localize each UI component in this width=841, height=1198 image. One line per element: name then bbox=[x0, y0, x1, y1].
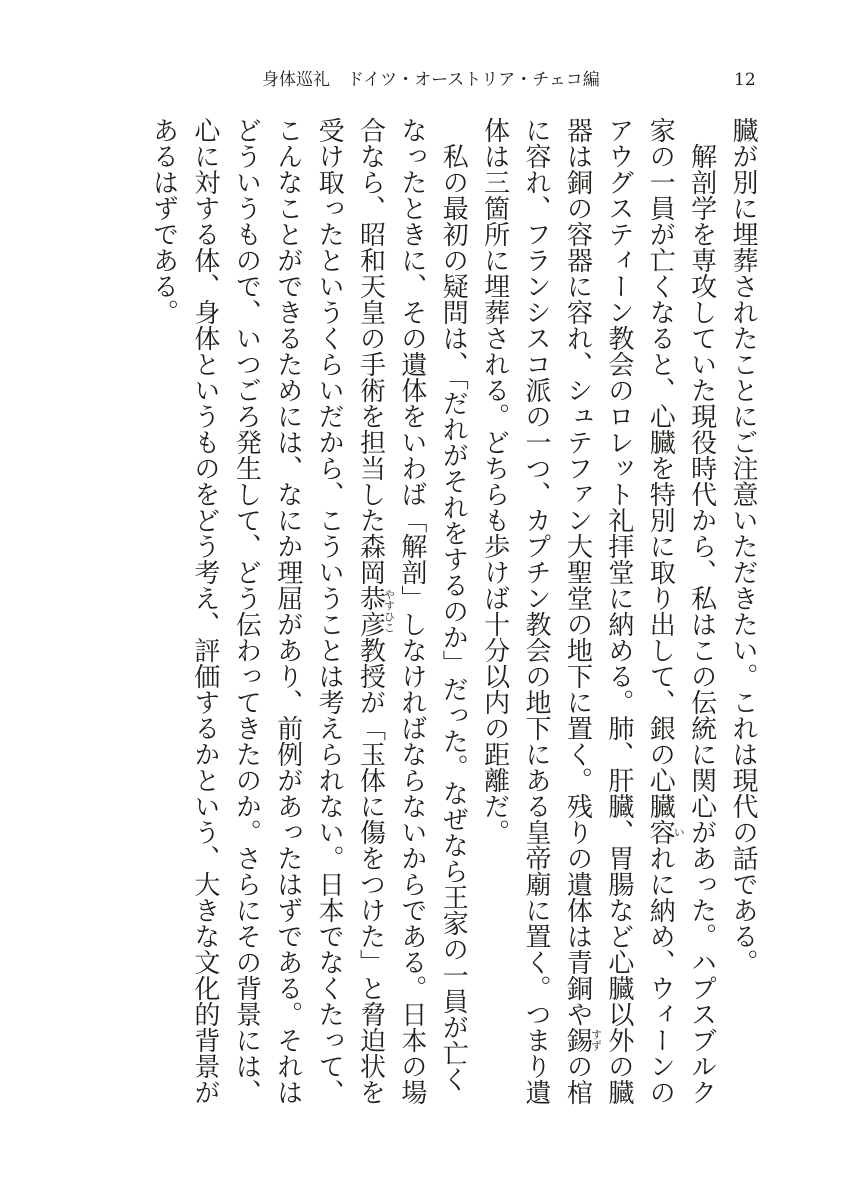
ruby-base: 容 bbox=[645, 819, 676, 845]
text-column: アウグスティーン教会のロレット礼拝堂に納める。肺、肝臓、胃腸など心臓以外の臓 bbox=[603, 117, 634, 1105]
ruby-annotation: すず bbox=[589, 1029, 603, 1051]
page-number: 12 bbox=[734, 70, 756, 90]
text-column: 解剖学を専攻していた現役時代から、私はこの伝統に関心があった。ハプスブルク bbox=[686, 143, 717, 1105]
ruby-group bbox=[645, 819, 686, 845]
text-column: こんなことができるためには、なにか理屈があり、前例があったはずである。それは bbox=[272, 117, 303, 1105]
text-column: 心に対する体、身体というものをどう考え、評価するかという、大きな文化的背景が bbox=[189, 117, 220, 1105]
text-column bbox=[556, 117, 603, 1107]
body-text bbox=[142, 117, 763, 1107]
text-column: どういうもので、いつごろ発生して、どう伝わってきたのか。さらにその背景には、 bbox=[231, 117, 262, 1105]
text-segment: 家の一員が亡くなると、心臓を特別に取り出して、銀の心臓 bbox=[645, 117, 676, 819]
text-column: なったときに、その遺体をいわば「解剖」しなければならないからである。日本の場 bbox=[396, 117, 427, 1105]
ruby-base: 錫 bbox=[562, 1027, 593, 1053]
running-title: 身体巡礼 ドイツ・オーストリア・チェコ編 bbox=[262, 70, 600, 90]
text-column bbox=[639, 117, 686, 1107]
ruby-annotation: やすひこ bbox=[382, 589, 396, 633]
text-column: あるはずである。 bbox=[148, 117, 179, 325]
ruby-annotation: い bbox=[672, 826, 686, 838]
text-column: に容れ、フランシスコ派の一つ、カプチン教会の地下にある皇帝廟に置く。つまり遺 bbox=[521, 117, 552, 1105]
text-column: 受け取ったというくらいだから、こういうことは考えられない。日本でなくたって、 bbox=[314, 117, 345, 1105]
ruby-group bbox=[355, 585, 396, 637]
text-segment: の棺 bbox=[562, 1053, 593, 1105]
text-segment: れに納め、ウィーンの bbox=[645, 845, 676, 1105]
text-segment: 教授が「玉体に傷をつけた」と脅迫状を bbox=[355, 637, 386, 1105]
text-column: 私の最初の疑問は、「だれがそれをするのか」だった。なぜなら王家の一員が亡く bbox=[438, 143, 469, 1092]
text-column bbox=[349, 117, 396, 1107]
ruby-group bbox=[562, 1027, 603, 1053]
text-segment: 器は銅の容器に容れ、シュテファン大聖堂の地下に置く。残りの遺体は青銅や bbox=[562, 117, 593, 1027]
text-column: 臓が別に埋葬されたことにご注意いただきたい。これは現代の話である。 bbox=[728, 117, 758, 975]
text-column: 体は三箇所に埋葬される。どちらも歩けば十分以内の距離だ。 bbox=[479, 117, 510, 845]
text-segment: 合なら、昭和天皇の手術を担当した森岡 bbox=[355, 117, 386, 585]
ruby-base: 恭彦 bbox=[355, 585, 386, 637]
